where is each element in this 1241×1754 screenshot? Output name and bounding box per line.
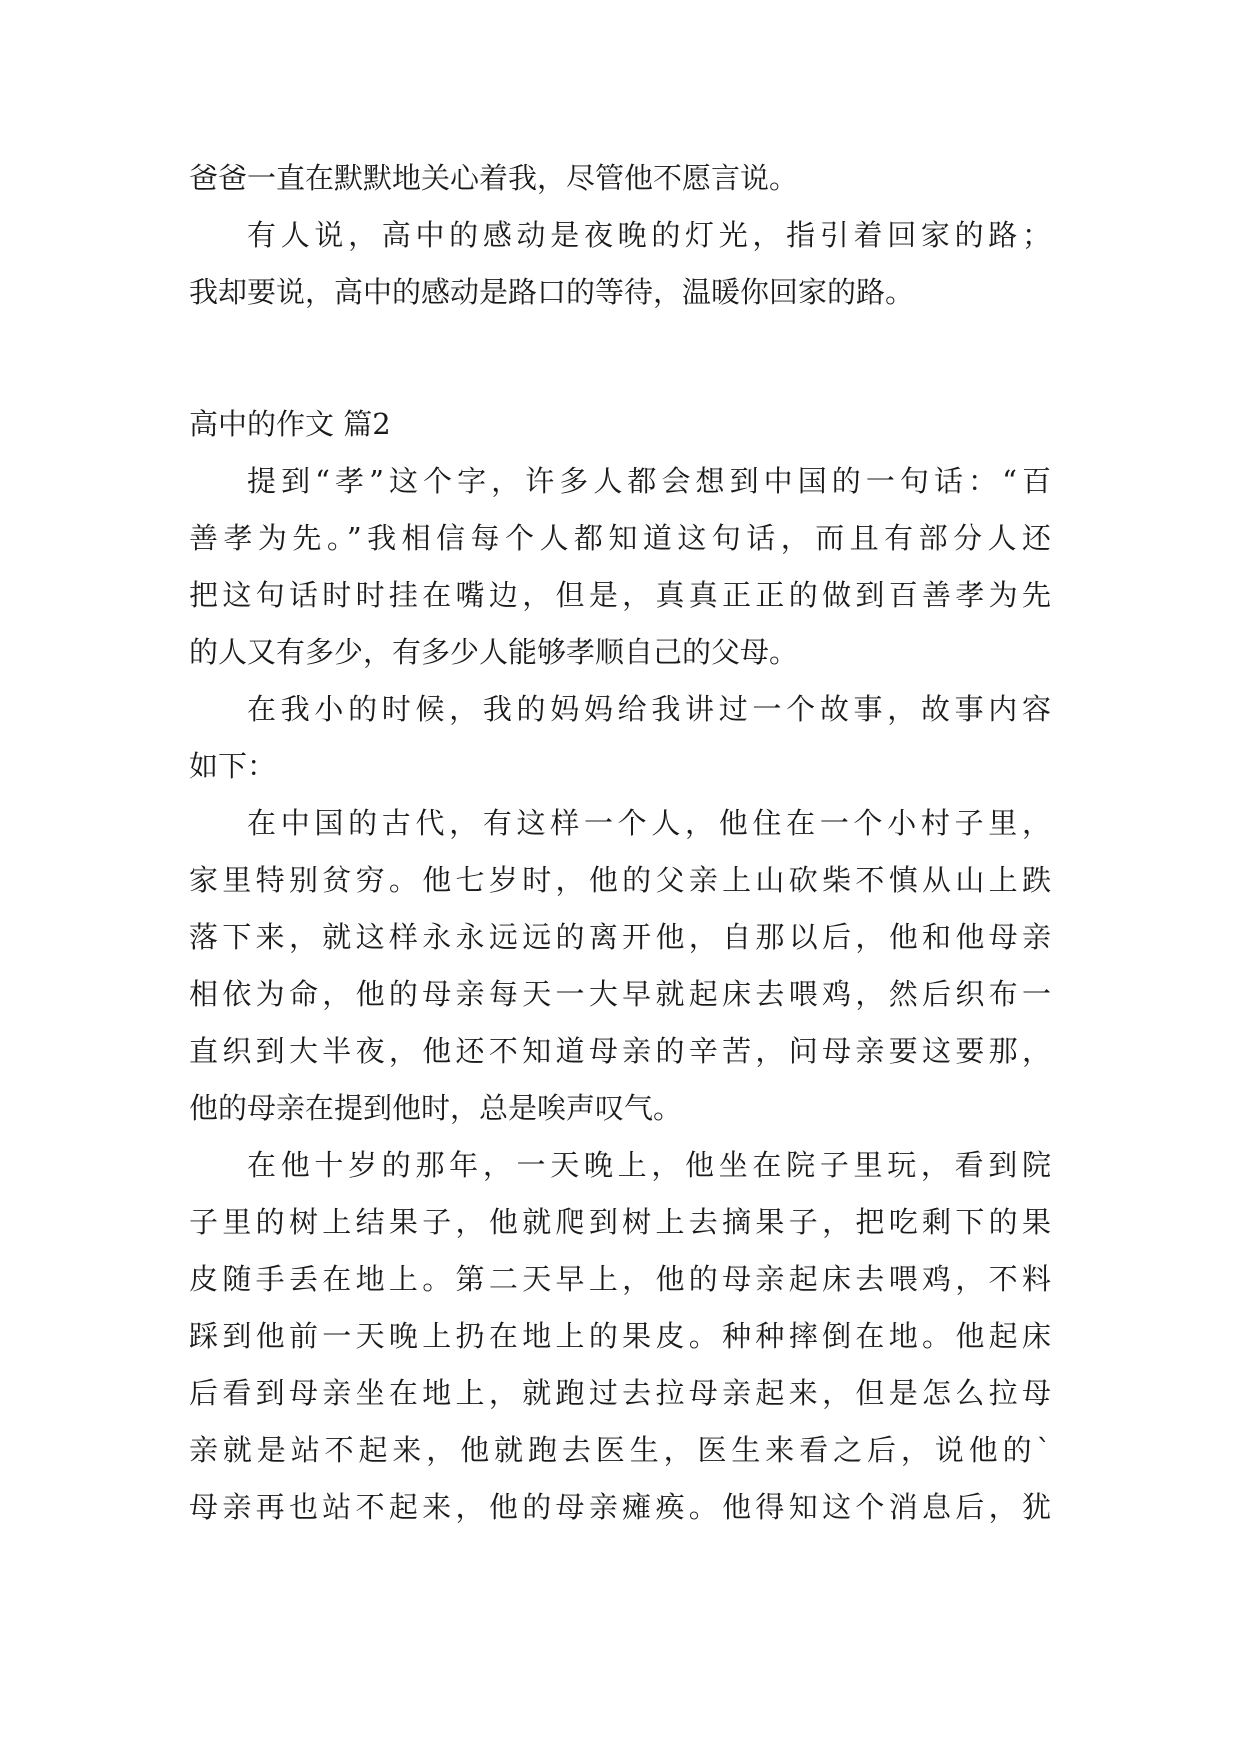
text-line: 如下： xyxy=(189,749,277,783)
text-line: 在中国的古代，有这样一个人，他住在一个小村子里， xyxy=(247,806,1051,840)
text-line: 在他十岁的那年，一天晚上，他坐在院子里玩，看到院 xyxy=(247,1148,1051,1182)
text-line: 直织到大半夜，他还不知道母亲的辛苦，问母亲要这要那， xyxy=(189,1034,1051,1068)
text-line: 母亲再也站不起来，他的母亲瘫痪。他得知这个消息后，犹 xyxy=(189,1490,1051,1524)
text-line: 落下来，就这样永永远远的离开他，自那以后，他和他母亲 xyxy=(189,920,1051,954)
text-line: 皮随手丢在地上。第二天早上，他的母亲起床去喂鸡，不料 xyxy=(189,1262,1051,1296)
text-line: 相依为命，他的母亲每天一大早就起床去喂鸡，然后织布一 xyxy=(189,977,1051,1011)
text-line: 家里特别贫穷。他七岁时，他的父亲上山砍柴不慎从山上跌 xyxy=(189,863,1051,897)
text-line: 他的母亲在提到他时，总是唉声叹气。 xyxy=(189,1091,683,1125)
document-body xyxy=(189,150,1051,1536)
section-heading: 高中的作文 篇2 xyxy=(189,407,391,441)
text-line: 的人又有多少，有多少人能够孝顺自己的父母。 xyxy=(189,635,799,669)
text-line: 我却要说，高中的感动是路口的等待，温暖你回家的路。 xyxy=(189,275,915,309)
text-line: 提到“孝”这个字，许多人都会想到中国的一句话：“百 xyxy=(247,464,1051,498)
section-spacer xyxy=(189,321,1051,396)
text-line: 踩到他前一天晚上扔在地上的果皮。种种摔倒在地。他起床 xyxy=(189,1319,1051,1353)
text-line: 善孝为先。”我相信每个人都知道这句话，而且有部分人还 xyxy=(189,521,1051,555)
text-line: 后看到母亲坐在地上，就跑过去拉母亲起来，但是怎么拉母 xyxy=(189,1376,1051,1410)
text-line: 有人说，高中的感动是夜晚的灯光，指引着回家的路； xyxy=(247,218,1051,252)
text-line: 爸爸一直在默默地关心着我，尽管他不愿言说。 xyxy=(189,161,799,195)
text-line: 在我小的时候，我的妈妈给我讲过一个故事，故事内容 xyxy=(247,692,1051,726)
text-line: 亲就是站不起来，他就跑去医生，医生来看之后，说他的` xyxy=(189,1433,1051,1467)
text-line: 子里的树上结果子，他就爬到树上去摘果子，把吃剩下的果 xyxy=(189,1205,1051,1239)
text-line: 把这句话时时挂在嘴边，但是，真真正正的做到百善孝为先 xyxy=(189,578,1051,612)
